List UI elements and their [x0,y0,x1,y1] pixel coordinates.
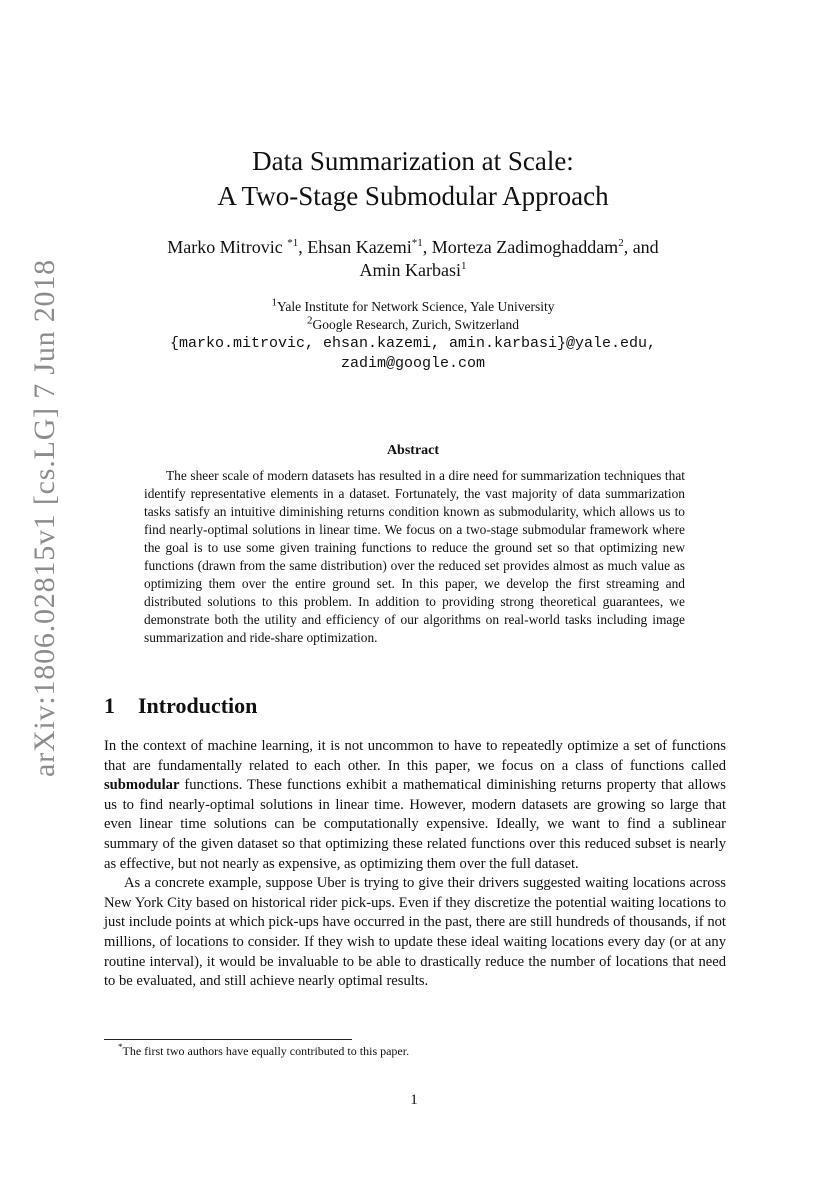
author-mark: *1 [287,237,299,249]
email-line-2: zadim@google.com [340,355,486,372]
intro-paragraph-2: As a concrete example, suppose Uber is trying to give their drivers suggested waiting locations across New York City based on historical rider pick-ups. Even if they discretize the potential waiting locations to just include points at which pick-ups have occurred in the past, there are still hundreds of thousands, if not millions, of locations to consider. If they wish to update these ideal waiting locations every day (or at any routine interval), it would be invaluable to be able to drastically reduce the number of locations that need to be evaluated, and still achieve nearly optimal results. [104,875,726,990]
arxiv-identifier: arXiv:1806.02815v1 [cs.LG] 7 Jun 2018 [28,259,62,777]
author-mark: *1 [411,237,423,249]
affiliation-1: Yale Institute for Network Science, Yale University [276,299,555,314]
arxiv-side-stamp [21,240,69,796]
bold-term: submodular [104,777,180,794]
author-mark: 1 [460,260,467,272]
page-number: 1 [410,1092,418,1108]
author-name: , Ehsan Kazemi [298,237,412,257]
email-line-1: {marko.mitrovic, ehsan.kazemi, amin.karbasi}@yale.edu, [169,335,657,352]
author-list [104,236,722,282]
section-number: 1 [104,693,115,718]
title-line-1: Data Summarization at Scale: [252,146,574,176]
affiliation-mark: 1 [271,296,277,309]
affiliations [104,298,722,334]
author-name: Amin Karbasi [359,260,461,280]
affiliation-mark: 2 [306,314,313,327]
paper-title [104,144,722,214]
footnote [118,1044,409,1059]
intro-text: In the context of machine learning, it is not uncommon to have to repeatedly optimize a set of functions that are fundamentally related to each other. In this paper, we focus on a class of functions called [104,738,726,774]
affiliation-2: Google Research, Zurich, Switzerland [312,317,520,332]
author-name: , Morteza Zadimoghaddam [422,237,619,257]
author-emails [104,334,722,374]
author-mark: 2 [618,237,624,249]
abstract-heading: Abstract [386,443,440,458]
intro-text: functions. These functions exhibit a mathematical diminishing returns property that allows us to find nearly-optimal solutions in linear time. However, modern datasets are growing so large that even linear time solutions can be computationally expensive. Ideally, we want to find a sublinear summary of the given dataset so that optimizing these related functions over this reduced subset is nearly as effective, but not nearly as expensive, as optimizing them over the full dataset. [104,777,726,872]
intro-paragraph-1 [104,737,726,874]
author-conjunction: , and [623,237,659,257]
footnote-mark: * [118,1042,123,1052]
section-title: Introduction [138,693,258,718]
footnote-text: The first two authors have equally contributed to this paper. [122,1044,410,1058]
author-name: Marko Mitrovic [167,237,288,257]
introduction-body [104,737,726,992]
footnote-divider [104,1039,352,1040]
abstract-text: The sheer scale of modern datasets has resulted in a dire need for summarization techniques that identify representative elements in a dataset. Fortunately, the vast majority of data summarization tasks satisfy an intuitive diminishing returns condition known as submodularity, which allows us to find nearly-optimal solutions in linear time. We focus on a two-stage submodular framework where the goal is to use some given training functions to reduce the ground set so that optimizing new functions (drawn from the same distribution) over the reduced set provides almost as much value as optimizing them over the entire ground set. In this paper, we develop the first streaming and distributed solutions to this problem. In addition to providing strong theoretical guarantees, we demonstrate both the utility and efficiency of our algorithms on real-world tasks including image summarization and ride-share optimization. [144,468,685,645]
title-line-2: A Two-Stage Submodular Approach [217,181,609,211]
section-heading [104,693,257,719]
